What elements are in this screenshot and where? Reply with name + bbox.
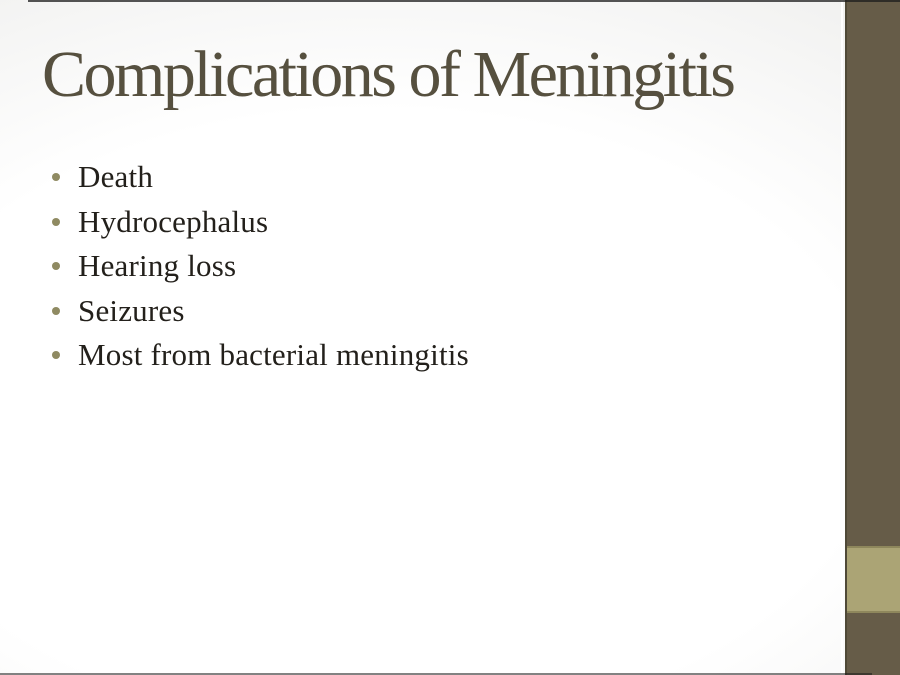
bullet-item [44,200,469,245]
slide-title: Complications of Meningitis [42,38,734,111]
bullet-list [44,155,469,378]
bullet-item [44,333,469,378]
bullet-dot-icon [52,262,60,270]
sidebar-band [845,0,900,675]
bullet-text: Hydrocephalus [78,203,269,239]
bullet-text: Death [78,159,154,194]
bullet-item [44,155,469,200]
slide-edge-highlight [841,0,843,675]
bullet-dot-icon [52,218,60,226]
bullet-text: Hearing loss [78,248,237,283]
bullet-item [44,289,469,334]
bullet-text: Seizures [78,292,185,328]
bullet-dot-icon [52,351,60,359]
bullet-dot-icon [52,173,60,181]
bullet-item [44,244,469,289]
letterbox-top-line [28,0,900,2]
sidebar-accent-block [847,546,900,613]
bullet-text: Most from bacterial meningitis [78,337,469,372]
bullet-dot-icon [52,307,60,315]
